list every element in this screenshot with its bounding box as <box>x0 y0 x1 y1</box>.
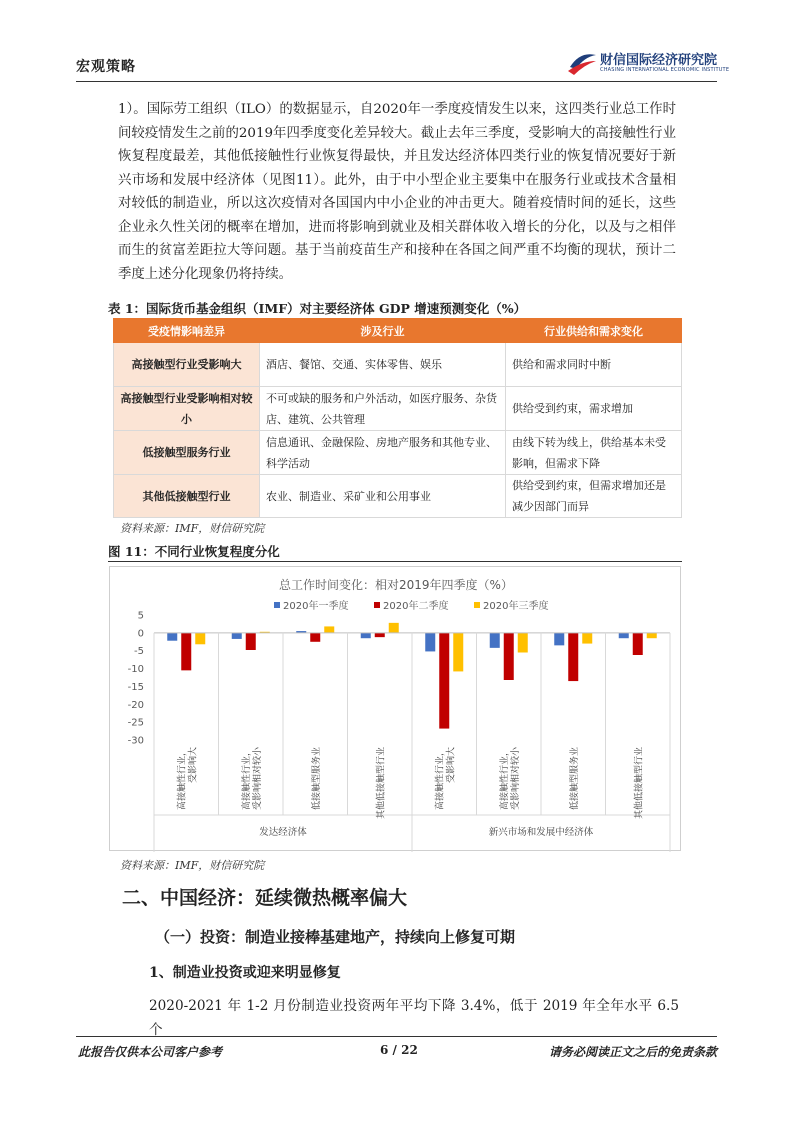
table-cell: 低接触型服务行业 <box>114 431 260 475</box>
brand-logo <box>566 47 736 79</box>
logo-mark-icon <box>566 47 598 77</box>
y-tick-label: 0 <box>137 628 144 640</box>
category-label: 其他低接触型行业 <box>634 747 645 820</box>
legend-swatch <box>274 602 280 608</box>
bar <box>582 633 592 644</box>
bar <box>389 623 399 633</box>
y-tick-label: -5 <box>134 646 144 658</box>
category-label: 受影响大 <box>188 747 199 784</box>
table-cell: 信息通讯、金融保险、房地产服务和其他专业、科学活动 <box>260 431 506 475</box>
bar <box>167 633 177 641</box>
bar <box>246 633 256 650</box>
table-cell: 高接触型行业受影响相对较小 <box>114 387 260 431</box>
figure-source: 资料来源：IMF，财信研究院 <box>120 859 265 872</box>
bar <box>425 633 435 652</box>
bar <box>195 633 205 644</box>
table-cell: 酒店、餐馆、交通、实体零售、娱乐 <box>260 343 506 387</box>
category-label: 高接触性行业， <box>435 747 446 811</box>
category-label: 受影响相对较小 <box>510 747 521 811</box>
brand-name-en: CHASING INTERNATIONAL ECONOMIC INSTITUTE <box>600 67 730 73</box>
bar <box>439 633 449 729</box>
bar <box>232 633 242 639</box>
category-label: 其他低接触型行业 <box>376 747 387 820</box>
table-cell: 由线下转为线上，供给基本未受影响，但需求下降 <box>506 431 682 475</box>
table-header: 行业供给和需求变化 <box>506 319 682 343</box>
table-cell: 不可或缺的服务和户外活动，如医疗服务、杂货店、建筑、公共管理 <box>260 387 506 431</box>
table-cell: 供给受到约束，需求增加 <box>506 387 682 431</box>
category-label: 低接触型服务业 <box>311 747 322 811</box>
table-cell: 供给受到约束，但需求增加还是减少因部门而异 <box>506 475 682 518</box>
category-label: 高接触性行业， <box>241 747 252 811</box>
y-tick-label: -15 <box>127 681 144 693</box>
figure-rule <box>108 561 682 562</box>
category-label: 低接触型服务业 <box>569 747 580 811</box>
table-row <box>114 431 682 475</box>
bar <box>310 633 320 642</box>
group-label: 发达经济体 <box>259 827 307 838</box>
body-paragraph-2: 2020-2021 年 1-2 月份制造业投资两年平均下降 3.4%，低于 2019 年全年水平 6.5 个 <box>149 998 679 1038</box>
table-header: 涉及行业 <box>260 319 506 343</box>
legend-swatch <box>474 602 480 608</box>
body-paragraph: 1）。国际劳工组织（ILO）的数据显示，自2020年一季度疫情发生以来，这四类行业总工作时间较疫情发生之前的2019年四季度变化差异较大。截止去年三季度，受影响大的高接触性行业恢复程度最差，其他低接触性行业恢复得最快，并且发达经济体四类行业的恢复情况要好于新兴市场和发展中经济体（见图11）。此外，由于中小型企业主要集中在服务行业或技术含量相对较低的制造业，所以这次疫情对各国国内中小企业的冲击更大。随着疫情时间的延长，这些企业永久性关闭的概率在增加，进而将影响到就业及相关群体收入增长的分化，以及与之相伴而生的贫富差距拉大等问题。基于当前疫苗生产和接种在各国之间严重不均衡的现状，预计二季度上述分化现象仍将持续。 <box>118 102 676 282</box>
footer-disclaimer: 此报告仅供本公司客户参考 <box>78 1045 223 1059</box>
footer-rule <box>76 1036 717 1037</box>
bar <box>518 633 528 653</box>
bar <box>504 633 514 680</box>
brand-name: 财信国际经济研究院 <box>600 53 718 68</box>
bar <box>490 633 500 648</box>
bar <box>181 633 191 671</box>
table-source: 资料来源：IMF，财信研究院 <box>120 522 265 535</box>
legend-label: 2020年二季度 <box>383 601 449 612</box>
bar <box>375 633 385 637</box>
bar <box>619 633 629 638</box>
subsubsection-heading: 1、制造业投资或迎来明显修复 <box>149 965 341 981</box>
y-tick-label: -30 <box>127 735 144 747</box>
footer-notice: 请务必阅读正文之后的免责条款 <box>548 1045 717 1059</box>
category-label: 受影响相对较小 <box>252 747 263 811</box>
table-header: 受疫情影响差异 <box>114 319 260 343</box>
category-label: 受影响大 <box>446 747 457 784</box>
table-cell: 高接触型行业受影响大 <box>114 343 260 387</box>
figure-caption: 图 11：不同行业恢复程度分化 <box>108 544 280 559</box>
table-cell: 其他低接触型行业 <box>114 475 260 518</box>
chart-frame <box>109 566 681 851</box>
legend-label: 2020年三季度 <box>483 601 549 612</box>
table-caption: 表 1：国际货币基金组织（IMF）对主要经济体 GDP 增速预测变化（%） <box>108 301 527 316</box>
group-label: 新兴市场和发展中经济体 <box>488 827 594 838</box>
y-tick-label: -20 <box>127 699 144 711</box>
imf-table <box>113 318 682 518</box>
section-heading: 二、中国经济：延续微热概率偏大 <box>122 887 408 909</box>
work-hours-chart <box>110 567 682 852</box>
bar <box>361 633 371 638</box>
category-label: 高接触性行业， <box>177 747 188 811</box>
chart-title: 总工作时间变化：相对2019年四季度（%） <box>279 578 513 592</box>
bar <box>324 626 334 632</box>
table-cell: 农业、制造业、采矿业和公用事业 <box>260 475 506 518</box>
legend-label: 2020年一季度 <box>283 601 349 612</box>
bar <box>568 633 578 681</box>
legend-swatch <box>374 602 380 608</box>
y-tick-label: -10 <box>127 664 144 676</box>
y-tick-label: -25 <box>127 717 144 729</box>
table-row <box>114 387 682 431</box>
table-cell: 供给和需求同时中断 <box>506 343 682 387</box>
bar <box>633 633 643 655</box>
header-rule <box>76 81 717 82</box>
subsection-heading: （一）投资：制造业接棒基建地产，持续向上修复可期 <box>155 928 516 946</box>
bar <box>554 633 564 646</box>
y-tick-label: 5 <box>137 610 144 622</box>
table-row <box>114 343 682 387</box>
category-label: 高接触性行业， <box>499 747 510 811</box>
page-number: 6 / 22 <box>380 1043 418 1057</box>
bar <box>453 633 463 672</box>
table-row <box>114 475 682 518</box>
bar <box>647 633 657 638</box>
section-label: 宏观策略 <box>76 59 136 75</box>
